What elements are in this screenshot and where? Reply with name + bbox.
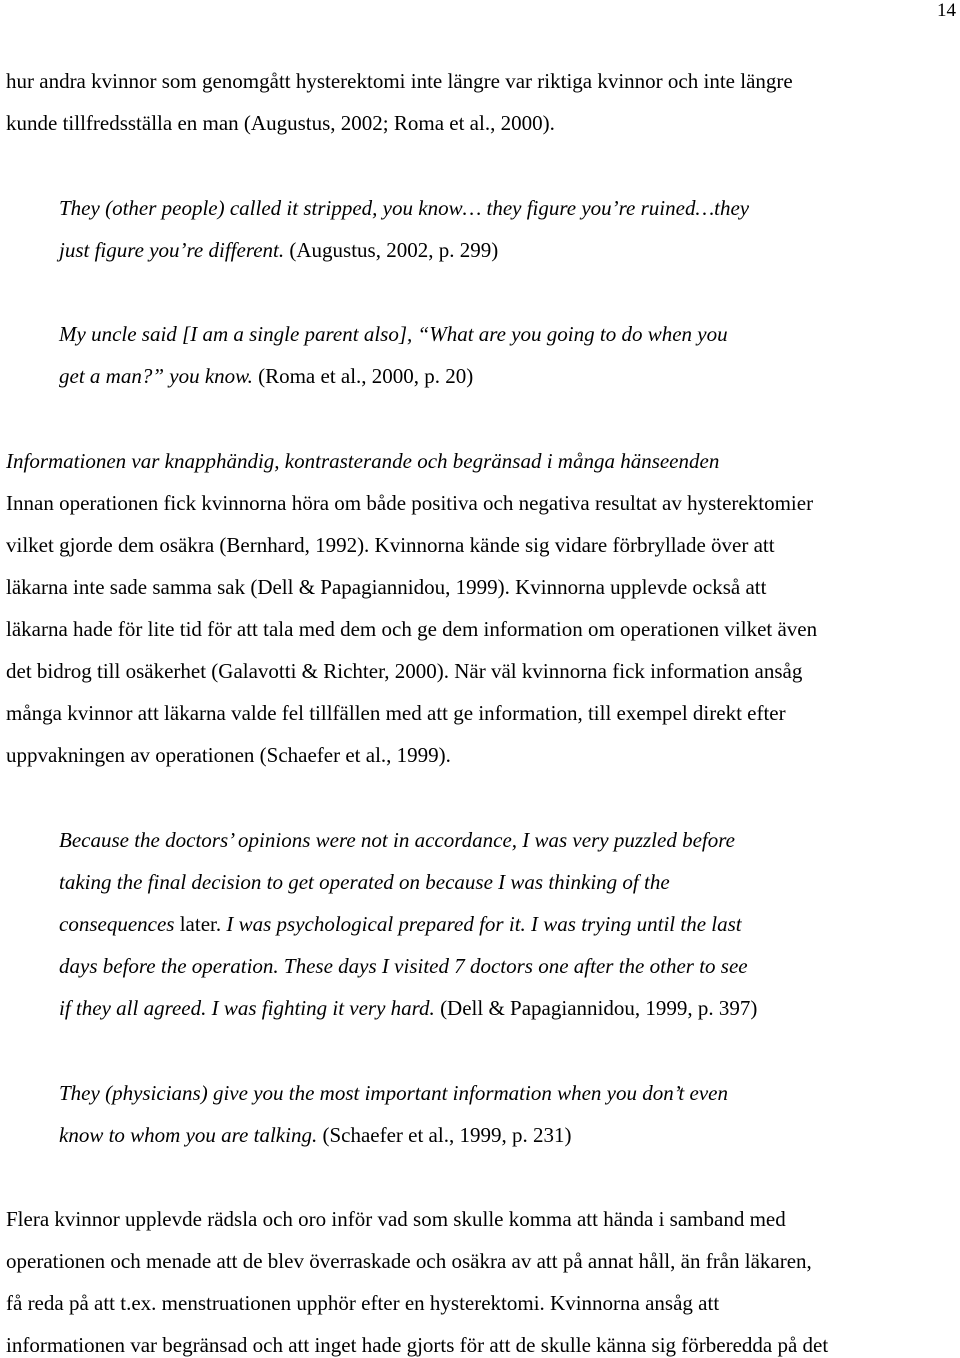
- paragraph-line: många kvinnor att läkarna valde fel tillfällen med att ge information, till exempel direkt efter: [6, 701, 786, 725]
- quote-line: [59, 827, 735, 853]
- quote-line: [59, 1080, 728, 1106]
- quote-text: Because the doctors’ opinions were not in accordance, I was very puzzled before: [59, 828, 735, 852]
- quote-line: [59, 237, 498, 263]
- paragraph-line: läkarna hade för lite tid för att tala med dem och ge dem information om operationen vilket även: [6, 617, 818, 641]
- quote-text-normal: later.: [174, 912, 222, 936]
- quote-line: [59, 995, 757, 1021]
- quote-text: My uncle said [I am a single parent also], “What are you going to do when you: [59, 322, 728, 346]
- quote-text: know to whom you are talking.: [59, 1123, 318, 1147]
- quote-text: days before the operation. These days I visited 7 doctors one after the other to see: [59, 954, 748, 978]
- citation: (Roma et al., 2000, p. 20): [252, 364, 474, 388]
- quote-line: [59, 869, 670, 895]
- citation: (Schaefer et al., 1999, p. 231): [317, 1123, 572, 1147]
- quote-text: They (physicians) give you the most important information when you don’t even: [59, 1081, 728, 1105]
- section-heading: Informationen var knapphändig, kontrasterande och begränsad i många hänseenden: [6, 449, 720, 473]
- quote-line: [59, 953, 748, 979]
- paragraph-line: uppvakningen av operationen (Schaefer et al., 1999).: [6, 743, 451, 767]
- citation: (Augustus, 2002, p. 299): [284, 238, 499, 262]
- page-number: 14: [937, 0, 956, 21]
- paragraph-line: få reda på att t.ex. menstruationen upphör efter en hysterektomi. Kvinnorna ansåg att: [6, 1291, 720, 1315]
- quote-text: I was psychological prepared for it. I was trying until the last: [221, 912, 742, 936]
- quote-text: just figure you’re different.: [59, 238, 285, 262]
- quote-line: [59, 911, 742, 937]
- paragraph-line: det bidrog till osäkerhet (Galavotti & Richter, 2000). När väl kvinnorna fick information ansåg: [6, 659, 803, 683]
- quote-text: get a man?” you know.: [59, 364, 253, 388]
- paragraph-line: vilket gjorde dem osäkra (Bernhard, 1992). Kvinnorna kände sig vidare förbryllade över att: [6, 533, 775, 557]
- quote-text: They (other people) called it stripped, you know… they figure you’re ruined…they: [59, 196, 750, 220]
- paragraph-line: hur andra kvinnor som genomgått hysterektomi inte längre var riktiga kvinnor och inte längre: [6, 69, 793, 93]
- quote-line: [59, 1122, 571, 1148]
- paragraph-line: Flera kvinnor upplevde rädsla och oro inför vad som skulle komma att hända i samband med: [6, 1207, 786, 1231]
- paragraph-line: operationen och menade att de blev överraskade och osäkra av att på annat håll, än från läkaren,: [6, 1249, 812, 1273]
- paragraph-line: Innan operationen fick kvinnorna höra om både positiva och negativa resultat av hysterektomier: [6, 491, 814, 515]
- quote-text: if they all agreed. I was fighting it very hard.: [59, 996, 435, 1020]
- quote-line: [59, 363, 473, 389]
- paragraph-line: läkarna inte sade samma sak (Dell & Papagiannidou, 1999). Kvinnorna upplevde också att: [6, 575, 767, 599]
- quote-text: taking the final decision to get operated on because I was thinking of the: [59, 870, 670, 894]
- quote-line: [59, 195, 749, 221]
- quote-text: consequences: [59, 912, 175, 936]
- paragraph-line: kunde tillfredsställa en man (Augustus, 2002; Roma et al., 2000).: [6, 111, 555, 135]
- quote-line: [59, 321, 728, 347]
- paragraph-line: informationen var begränsad och att inget hade gjorts för att de skulle känna sig förberedda på det: [6, 1333, 829, 1357]
- citation: (Dell & Papagiannidou, 1999, p. 397): [434, 996, 758, 1020]
